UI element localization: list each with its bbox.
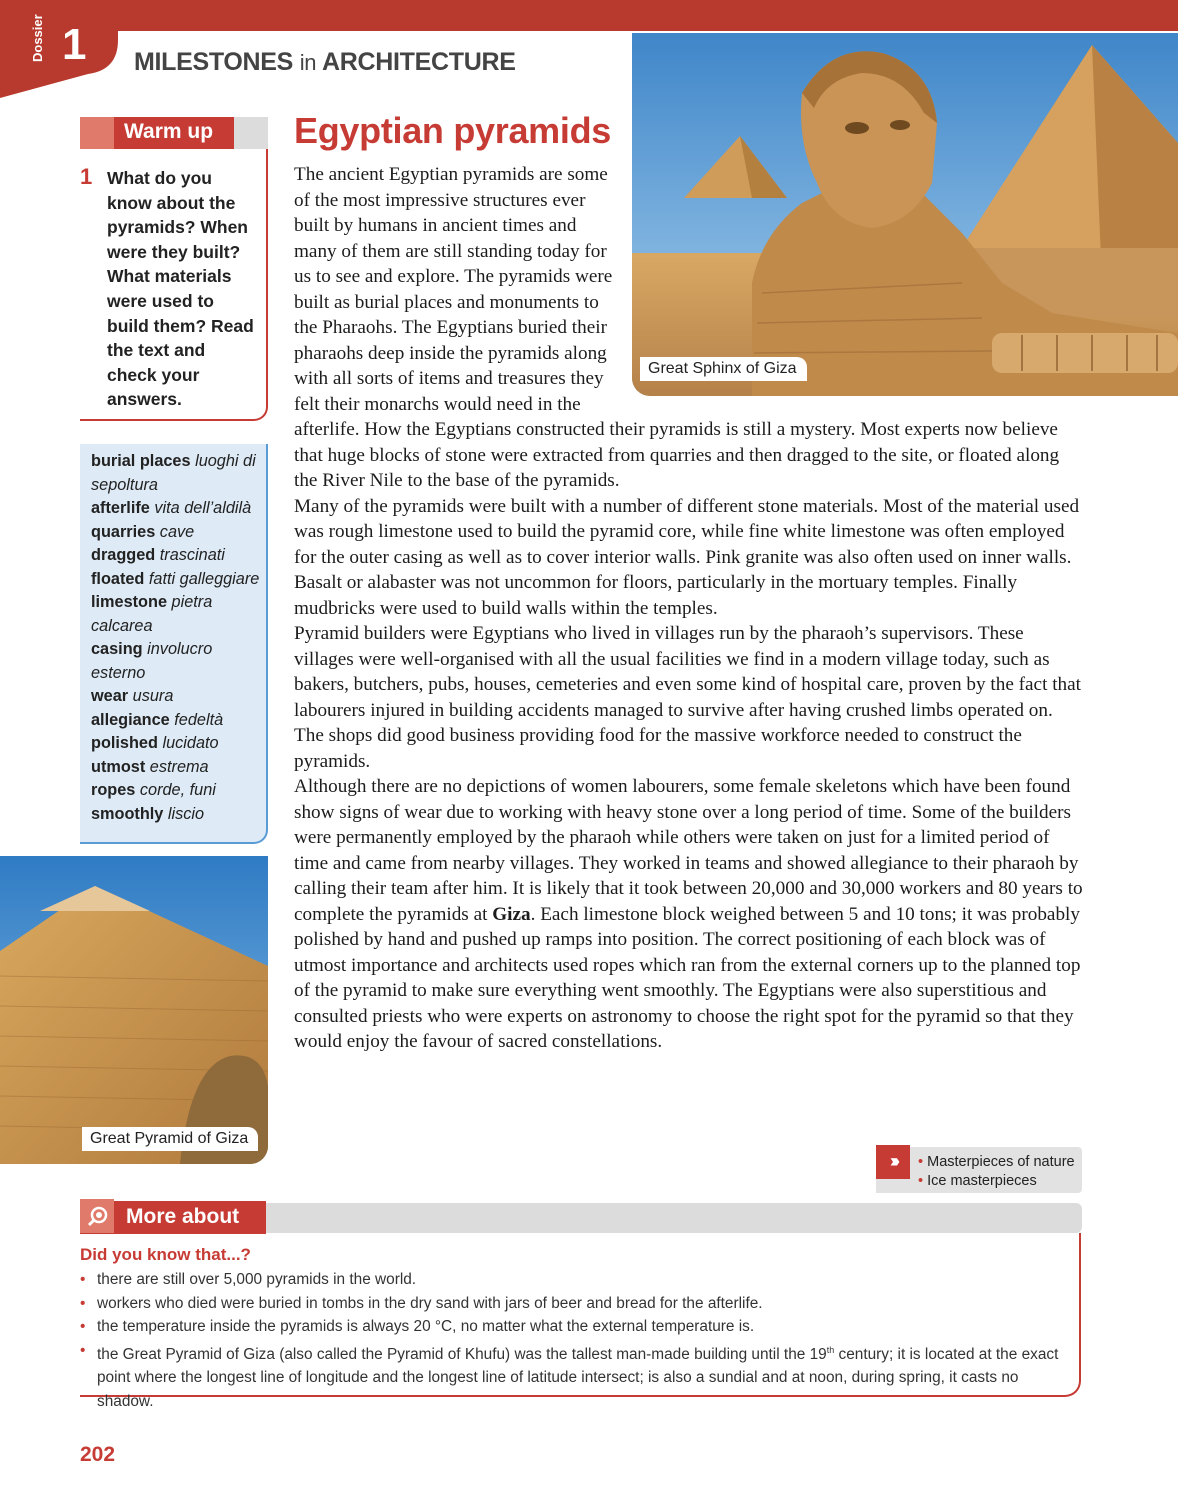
glossary-entry: quarries cave — [91, 522, 195, 541]
section-title: MILESTONES in ARCHITECTURE — [134, 48, 516, 76]
cross-reference-item[interactable]: • Ice masterpieces — [918, 1172, 1075, 1191]
glossary-entry: floated fatti galleggiare — [91, 569, 260, 588]
article-title: Egyptian pyramids — [294, 110, 611, 151]
glossary-entry: utmost estrema — [91, 757, 209, 776]
glossary-entry: wear usura — [91, 687, 174, 705]
header-band — [118, 0, 1178, 31]
glossary-entry: allegiance fedeltà — [91, 710, 224, 729]
fact-item: • there are still over 5,000 pyramids in the world. — [80, 1268, 1065, 1292]
glossary-entry: dragged trascinati — [91, 546, 225, 564]
glossary-entry: burial places luoghi di sepoltura — [91, 452, 256, 494]
article-paragraph-1: The ancient Egyptian pyramids are some of the most impressive structures ever built by humans in ancient times and many of them are still standing today for us to see and explore. The pyramids were built as burial places and monuments to the Pharaohs. The Egyptians buried their pharaohs deep inside the pyramids along with all sorts of items and treasures they felt their monarchs would need in the afterlife. How the Egyptians constructed their pyramids is still a mystery. Most experts now believe that huge blocks of stone were extracted from quarries and then dragged to the site, or floated along the River Nile to the base of the pyramids. — [294, 164, 1060, 491]
dossier-tab — [0, 0, 118, 98]
fact-item: • the Great Pyramid of Giza (also called the Pyramid of Khufu) was the tallest man-made building until the 19th century; it is located at the exact point where the longest line of longitude and the longest line of latitude intersect; is also a sundial and at noon, during spring, it casts no shadow. — [80, 1339, 1065, 1414]
glossary-entry: smoothly liscio — [91, 804, 205, 823]
warmup-label: Warm up — [124, 120, 214, 143]
glossary-entry: limestone pietra calcarea — [91, 593, 213, 635]
cross-reference-list — [918, 1153, 1075, 1191]
did-you-know-heading: Did you know that...? — [80, 1245, 251, 1264]
glossary-entry: polished lucidato — [91, 734, 219, 752]
page-number: 202 — [80, 1443, 116, 1466]
fact-item: • the temperature inside the pyramids is always 20 °C, no matter what the external temperature is. — [80, 1315, 1065, 1339]
giza-bold: Giza — [492, 903, 531, 925]
magnifier-icon — [87, 1205, 109, 1227]
glossary-entry: casing involucro esterno — [91, 640, 213, 682]
facts-list — [80, 1268, 1065, 1413]
article-paragraph-4: Although there are no depictions of women labourers, some female skeletons which have been found show signs of wear due to working with heavy stone over a long period of time. Some of the builders were permanently employed by the pharaoh while others were taken on just for a limited period of time and came from nearby villages. They worked in teams and showed allegiance to their pharaoh by calling their team after him. It is likely that it took between 20,000 and 30,000 workers and 80 years to complete the pyramids at Giza. Each limestone block weighed between 5 and 10 tons; it was probably polished by hand and pushed up ramps into position. The correct positioning of each block was of utmost importance and architects used ropes which ran from the external corners up to the planned top of the pyramid to make sure everything went smoothly. The Egyptians were also superstitious and consulted priests who were experts on astronomy to choose the right spot for the pyramid so that they would enjoy the favour of sacred constellations. — [294, 776, 1083, 1052]
warmup-question: What do you know about the pyramids? When were they built? What materials were used to build them? Read the text and check your answers. — [107, 168, 254, 410]
sphinx-caption: Great Sphinx of Giza — [640, 357, 807, 381]
great-pyramid-caption: Great Pyramid of Giza — [82, 1127, 258, 1151]
glossary-entry: ropes corde, funi — [91, 781, 216, 799]
arrows-icon: ››› — [876, 1145, 910, 1179]
image-wrap-space — [614, 162, 1084, 417]
cross-reference-item[interactable]: • Masterpieces of nature — [918, 1153, 1075, 1172]
dossier-number: 1 — [62, 20, 87, 69]
great-pyramid-photo — [0, 856, 268, 1164]
article-paragraph-2: Many of the pyramids were built with a number of different stone materials. Most of the material used was rough limestone used to build the pyramid core, while fine white limestone was often employed for the outer casing as well as to cover interior walls. Pink granite was also often used on inner walls. Basalt or alabaster was not uncommon for floors, particularly in the mortuary temples. Finally mudbricks were used to build walls within the temples. — [294, 495, 1080, 619]
glossary-entry: afterlife vita dell’aldilà — [91, 499, 252, 517]
warmup-header — [80, 117, 268, 149]
article-body — [294, 162, 1084, 1055]
fact-item: • workers who died were buried in tombs in the dry sand with jars of beer and bread for the afterlife. — [80, 1292, 1065, 1316]
dossier-label: Dossier — [30, 14, 45, 62]
article-paragraph-3: Pyramid builders were Egyptians who lived in villages run by the pharaoh’s supervisors. These villages were well-organised with all the usual facilities we find in a modern village today, such as bakers, butchers, pubs, houses, cemeteries and even some kind of hospital care, proven by the fact that labourers injured in building accidents managed to survive after having crushed limbs operated on. The shops did good business providing food for the massive workforce needed to construct the pyramids. — [294, 623, 1081, 772]
more-about-label: More about — [126, 1205, 240, 1228]
question-number: 1 — [80, 164, 93, 189]
glossary-list — [91, 450, 261, 826]
